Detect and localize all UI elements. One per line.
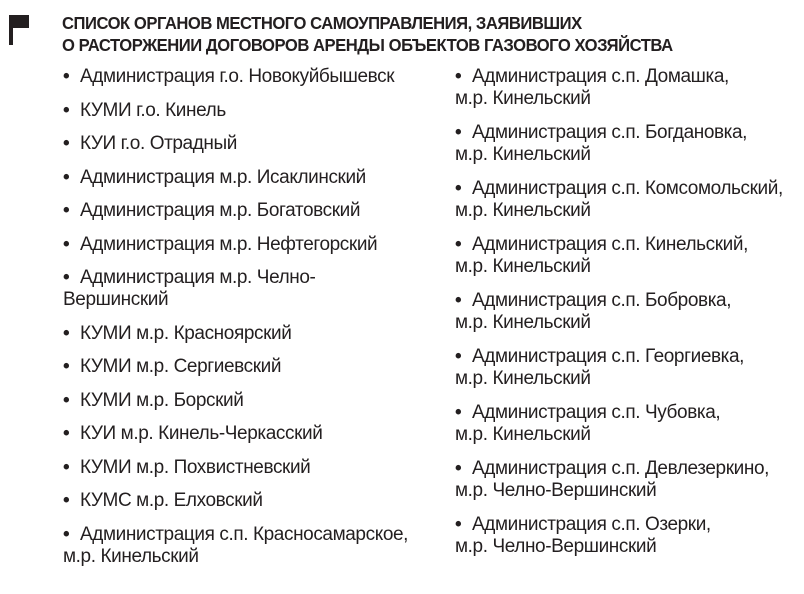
list-item-line-2: м.р. Кинельский	[455, 200, 591, 221]
list-item	[455, 66, 800, 110]
list-item	[63, 133, 435, 155]
bullet-icon: •	[63, 200, 70, 221]
bullet-icon: •	[455, 458, 462, 479]
list-item-text: Администрация м.р. Богатовский	[80, 200, 361, 221]
bullet-icon: •	[63, 389, 70, 411]
list-item-text: КУМИ м.р. Сергиевский	[80, 356, 282, 377]
list-item-text: Администрация м.р. Исаклинский	[80, 166, 366, 188]
bullet-icon: •	[63, 423, 70, 444]
list-item-line-1	[455, 122, 800, 144]
list-item-text: КУИ м.р. Кинель-Черкасский	[80, 423, 323, 444]
list-item	[63, 267, 435, 311]
list-item	[63, 100, 435, 122]
left-column-list	[63, 66, 435, 579]
list-item-text: Администрация с.п. Комсомольский,	[472, 178, 783, 199]
bullet-icon: •	[63, 233, 70, 255]
list-item-line-1	[455, 346, 800, 368]
list-item-line-1	[63, 133, 435, 155]
list-item-line-1	[63, 390, 435, 412]
list-item	[63, 423, 435, 445]
bullet-icon: •	[455, 402, 462, 423]
page-title-line-1: СПИСОК ОРГАНОВ МЕСТНОГО САМОУПРАВЛЕНИЯ, ЗАЯВИВШИХ	[62, 13, 582, 33]
list-item-line-1	[63, 457, 435, 479]
bullet-icon: •	[63, 322, 70, 344]
bullet-icon: •	[63, 456, 70, 478]
list-item	[63, 323, 435, 345]
list-item-line-1	[455, 458, 800, 480]
list-item	[63, 524, 435, 568]
list-item-text: Администрация с.п. Бобровка,	[472, 290, 732, 311]
page-title	[62, 12, 673, 56]
list-item-text: Администрация м.р. Нефтегорский	[80, 233, 378, 255]
list-item	[63, 234, 435, 256]
list-item-text: Администрация с.п. Озерки,	[472, 514, 711, 535]
list-item	[63, 66, 435, 88]
list-item-line-2: м.р. Челно-Вершинский	[455, 536, 657, 557]
list-item	[63, 457, 435, 479]
list-item-line-1	[63, 423, 435, 445]
list-item-line-1	[455, 290, 800, 312]
list-item-text: Администрация с.п. Георгиевка,	[472, 346, 745, 367]
list-item-line-1	[63, 200, 435, 222]
list-item-line-1	[63, 100, 435, 122]
bullet-icon: •	[63, 490, 70, 511]
bullet-icon: •	[63, 99, 70, 121]
bullet-icon: •	[455, 178, 462, 199]
bullet-icon: •	[63, 166, 70, 188]
flag-icon	[9, 15, 29, 45]
bullet-icon: •	[63, 356, 70, 377]
list-item	[63, 200, 435, 222]
list-item-text: Администрация с.п. Домашка,	[472, 66, 729, 87]
bullet-icon: •	[63, 267, 70, 288]
list-item-text: Администрация с.п. Чубовка,	[472, 402, 721, 423]
list-item-line-1	[63, 267, 435, 289]
list-item	[63, 356, 435, 378]
bullet-icon: •	[455, 514, 462, 535]
list-item-line-1	[63, 323, 435, 345]
list-item	[455, 514, 800, 558]
list-item-line-1	[455, 514, 800, 536]
bullet-icon: •	[63, 66, 70, 87]
list-item-text: Администрация с.п. Девлезеркино,	[472, 458, 769, 479]
bullet-icon: •	[455, 290, 462, 311]
list-item-line-1	[455, 178, 800, 200]
list-item	[455, 346, 800, 390]
list-item-line-1	[63, 234, 435, 256]
list-item-text: Администрация м.р. Челно-	[80, 267, 316, 288]
list-item-line-2: Вершинский	[63, 289, 169, 310]
list-item-text: КУМИ г.о. Кинель	[80, 99, 226, 121]
list-item-line-1	[455, 234, 800, 256]
list-item-line-2: м.р. Кинельский	[455, 256, 591, 277]
list-item-line-2: м.р. Кинельский	[455, 144, 591, 165]
list-item-line-1	[455, 66, 800, 88]
list-item-text: КУМИ м.р. Похвистневский	[80, 456, 311, 478]
list-item-text: КУИ г.о. Отрадный	[80, 133, 237, 154]
list-item	[455, 234, 800, 278]
right-column-list	[455, 66, 800, 570]
bullet-icon: •	[455, 122, 462, 143]
list-item	[455, 290, 800, 334]
list-item	[63, 490, 435, 512]
list-item	[455, 122, 800, 166]
list-item	[63, 167, 435, 189]
list-item-line-1	[455, 402, 800, 424]
bullet-icon: •	[63, 133, 70, 154]
page-title-line-2: О РАСТОРЖЕНИИ ДОГОВОРОВ АРЕНДЫ ОБЪЕКТОВ ГАЗОВОГО ХОЗЯЙСТВА	[62, 35, 673, 55]
list-item-line-1	[63, 356, 435, 378]
list-item-line-2: м.р. Кинельский	[455, 368, 591, 389]
list-item-line-1	[63, 66, 435, 88]
list-item	[455, 402, 800, 446]
list-item-text: Администрация с.п. Красносамарское,	[80, 523, 409, 545]
bullet-icon: •	[455, 346, 462, 367]
list-item-line-1	[63, 524, 435, 546]
list-item-line-2: м.р. Кинельский	[455, 312, 591, 333]
list-item-text: Администрация г.о. Новокуйбышевск	[80, 66, 395, 87]
list-item-line-2: м.р. Кинельский	[63, 545, 199, 567]
list-item-text: КУМС м.р. Елховский	[80, 490, 263, 511]
bullet-icon: •	[455, 66, 462, 87]
list-item-text: КУМИ м.р. Борский	[80, 389, 244, 411]
bullet-icon: •	[63, 523, 70, 545]
list-item	[455, 458, 800, 502]
list-item-line-2: м.р. Кинельский	[455, 88, 591, 109]
list-item-line-1	[63, 167, 435, 189]
list-item-text: КУМИ м.р. Красноярский	[80, 322, 292, 344]
list-item	[455, 178, 800, 222]
list-item-line-2: м.р. Челно-Вершинский	[455, 480, 657, 501]
list-item-text: Администрация с.п. Богдановка,	[472, 122, 748, 143]
list-item	[63, 390, 435, 412]
list-item-line-2: м.р. Кинельский	[455, 424, 591, 445]
list-item-text: Администрация с.п. Кинельский,	[472, 234, 748, 255]
list-item-line-1	[63, 490, 435, 512]
bullet-icon: •	[455, 234, 462, 255]
